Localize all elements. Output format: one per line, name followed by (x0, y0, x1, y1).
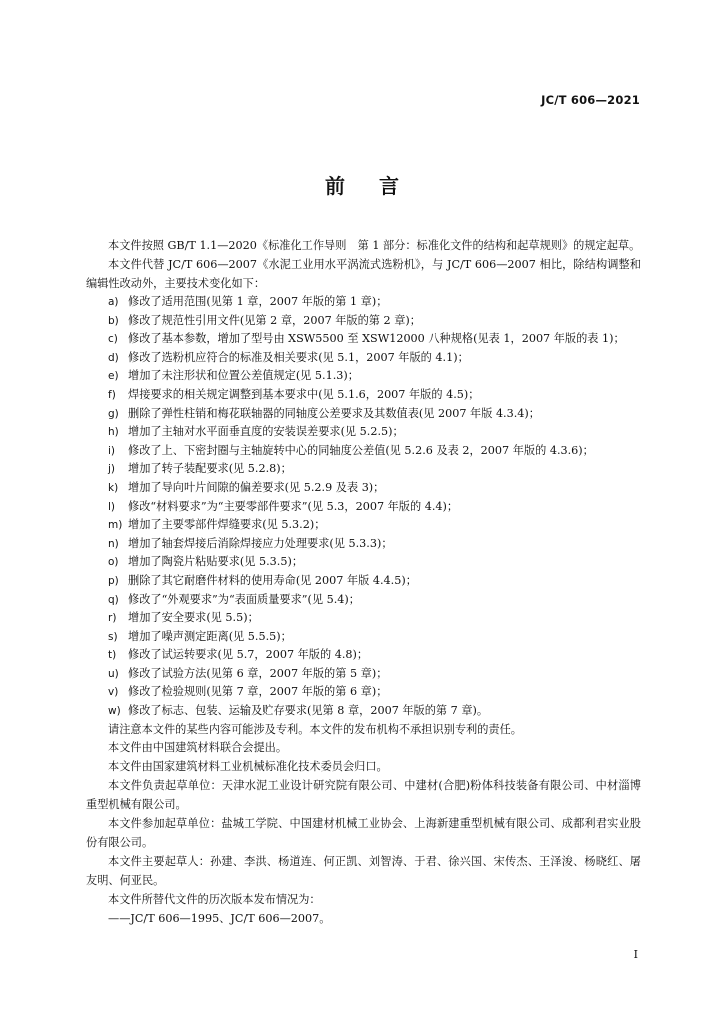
item-letter: e) (108, 370, 119, 383)
item-text: 增加了导向叶片间隙的偏差要求(见 5.2.9 及表 3)； (128, 480, 385, 494)
committee-statement: 本文件由国家建筑材料工业机械标准化技术委员会归口。 (108, 759, 388, 773)
proposer-statement: 本文件由中国建筑材料联合会提出。 (108, 741, 288, 755)
item-letter: s) (108, 630, 118, 643)
item-text: 删除了其它耐磨件材料的使用寿命(见 2007 年版 4.4.5)； (128, 573, 417, 587)
list-item (86, 312, 641, 331)
item-text: 修改了“外观要求”为“表面质量要求”(见 5.4)； (128, 592, 360, 606)
item-letter: t) (108, 649, 117, 662)
list-item (86, 572, 641, 591)
item-text: 修改了检验规则(见第 7 章，2007 年版的第 6 章)； (128, 685, 388, 699)
history-versions: ——JC/T 606—1995、JC/T 606—2007。 (108, 912, 331, 926)
intro-paragraph: 本文件按照 GB/T 1.1—2020《标准化工作导则 第 1 部分：标准化文件的结构和起草规则》的规定起草。 (108, 239, 641, 252)
list-item (86, 591, 641, 610)
item-letter: q) (108, 593, 119, 606)
item-text: 修改了上、下密封圈与主轴旋转中心的同轴度公差值(见 5.2.6 及表 2，2007 年版的 4.3.6)； (128, 443, 594, 457)
item-letter: n) (108, 537, 119, 550)
page-number: I (633, 948, 638, 961)
page-title: 前言 (325, 174, 433, 198)
item-text: 增加了陶瓷片粘贴要求(见 5.3.5)； (128, 555, 304, 569)
list-item (86, 683, 641, 702)
item-letter: v) (108, 686, 119, 699)
list-item (86, 609, 641, 628)
item-letter: d) (108, 351, 119, 364)
list-item (86, 516, 641, 535)
list-item (86, 330, 641, 349)
item-letter: c) (108, 333, 118, 346)
item-text: 修改了选粉机应符合的标准及相关要求(见 5.1，2007 年版的 4.1)； (128, 350, 469, 364)
item-letter: r) (108, 612, 117, 625)
item-text: 增加了主要零部件焊缝要求(见 5.3.2)； (128, 518, 326, 532)
item-text: 增加了未注形状和位置公差值规定(见 5.1.3)； (128, 369, 359, 383)
list-item (86, 460, 641, 479)
item-letter: o) (108, 556, 119, 569)
item-letter: g) (108, 407, 119, 420)
list-item (86, 479, 641, 498)
list-item (86, 628, 641, 647)
item-letter: p) (108, 574, 119, 587)
item-text: 增加了安全要求(见 5.5)； (128, 611, 259, 625)
item-letter: w) (108, 705, 121, 718)
list-item (86, 646, 641, 665)
item-text: 修改了规范性引用文件(见第 2 章，2007 年版的第 2 章)； (128, 313, 421, 327)
item-text: 增加了主轴对水平面垂直度的安装误差要求(见 5.2.5)； (128, 425, 404, 439)
item-letter: j) (108, 463, 116, 476)
list-item (86, 498, 641, 517)
standard-code: JC/T 606—2021 (541, 93, 640, 107)
participating-drafters: 本文件参加起草单位：盐城工学院、中国建材机械工业协会、上海新建重型机械有限公司、成都利君实业股份有限公司。 (86, 817, 641, 850)
item-letter: i) (108, 444, 116, 457)
item-letter: l) (108, 500, 116, 513)
item-letter: b) (108, 314, 119, 327)
item-text: 增加了噪声测定距离(见 5.5.5)； (128, 629, 292, 643)
list-item (86, 535, 641, 554)
item-text: 删除了弹性柱销和梅花联轴器的同轴度公差要求及其数值表(见 2007 年版 4.3.4)； (128, 406, 540, 420)
document-body (86, 236, 641, 928)
list-item (86, 405, 641, 424)
list-item (86, 553, 641, 572)
patent-notice: 请注意本文件的某些内容可能涉及专利。本文件的发布机构不承担识别专利的责任。 (108, 722, 522, 736)
list-item (86, 442, 641, 461)
item-text: 修改了标志、包装、运输及贮存要求(见第 8 章，2007 年版的第 7 章)。 (128, 704, 489, 718)
item-text: 修改了适用范围(见第 1 章，2007 年版的第 1 章)； (128, 295, 388, 308)
list-item (86, 367, 641, 386)
item-letter: u) (108, 667, 119, 680)
item-letter: m) (108, 519, 123, 532)
item-text: 增加了转子装配要求(见 5.2.8)； (128, 462, 292, 476)
history-intro: 本文件所替代文件的历次版本发布情况为： (108, 893, 321, 907)
main-authors: 本文件主要起草人：孙建、李洪、杨道连、何正凯、刘智涛、于君、徐兴国、宋传杰、王泽浚、杨晓红、屠友明、何亚民。 (86, 855, 641, 888)
list-item (86, 423, 641, 442)
item-letter: h) (108, 426, 119, 439)
intro-paragraph: 本文件代替 JC/T 606—2007《水泥工业用水平涡流式选粉机》，与 JC/T 606—2007 相比，除结构调整和编辑性改动外，主要技术变化如下： (86, 258, 641, 290)
list-item (86, 349, 641, 368)
item-text: 焊接要求的相关规定调整到基本要求中(见 5.1.6，2007 年版的 4.5)； (128, 387, 480, 401)
item-text: 增加了轴套焊接后消除焊接应力处理要求(见 5.3.3)； (128, 536, 393, 550)
item-text: 修改了试运转要求(见 5.7，2007 年版的 4.8)； (128, 648, 369, 662)
item-letter: a) (108, 296, 119, 308)
item-text: 修改“材料要求”为“主要零部件要求”(见 5.3，2007 年版的 4.4)； (128, 499, 459, 513)
item-letter: k) (108, 481, 119, 494)
list-item (86, 702, 641, 721)
list-item (86, 665, 641, 684)
item-letter: f) (108, 388, 116, 401)
item-text: 修改了试验方法(见第 6 章，2007 年版的第 5 章)； (128, 666, 388, 680)
changes-list (86, 293, 641, 721)
list-item (86, 293, 641, 312)
item-text: 修改了基本参数，增加了型号由 XSW5500 至 XSW12000 八种规格(见表 1，2007 年版的表 1)； (128, 332, 625, 346)
list-item (86, 386, 641, 405)
lead-drafters: 本文件负责起草单位：天津水泥工业设计研究院有限公司、中建材(合肥)粉体科技装备有限公司、中材淄博重型机械有限公司。 (86, 779, 641, 812)
